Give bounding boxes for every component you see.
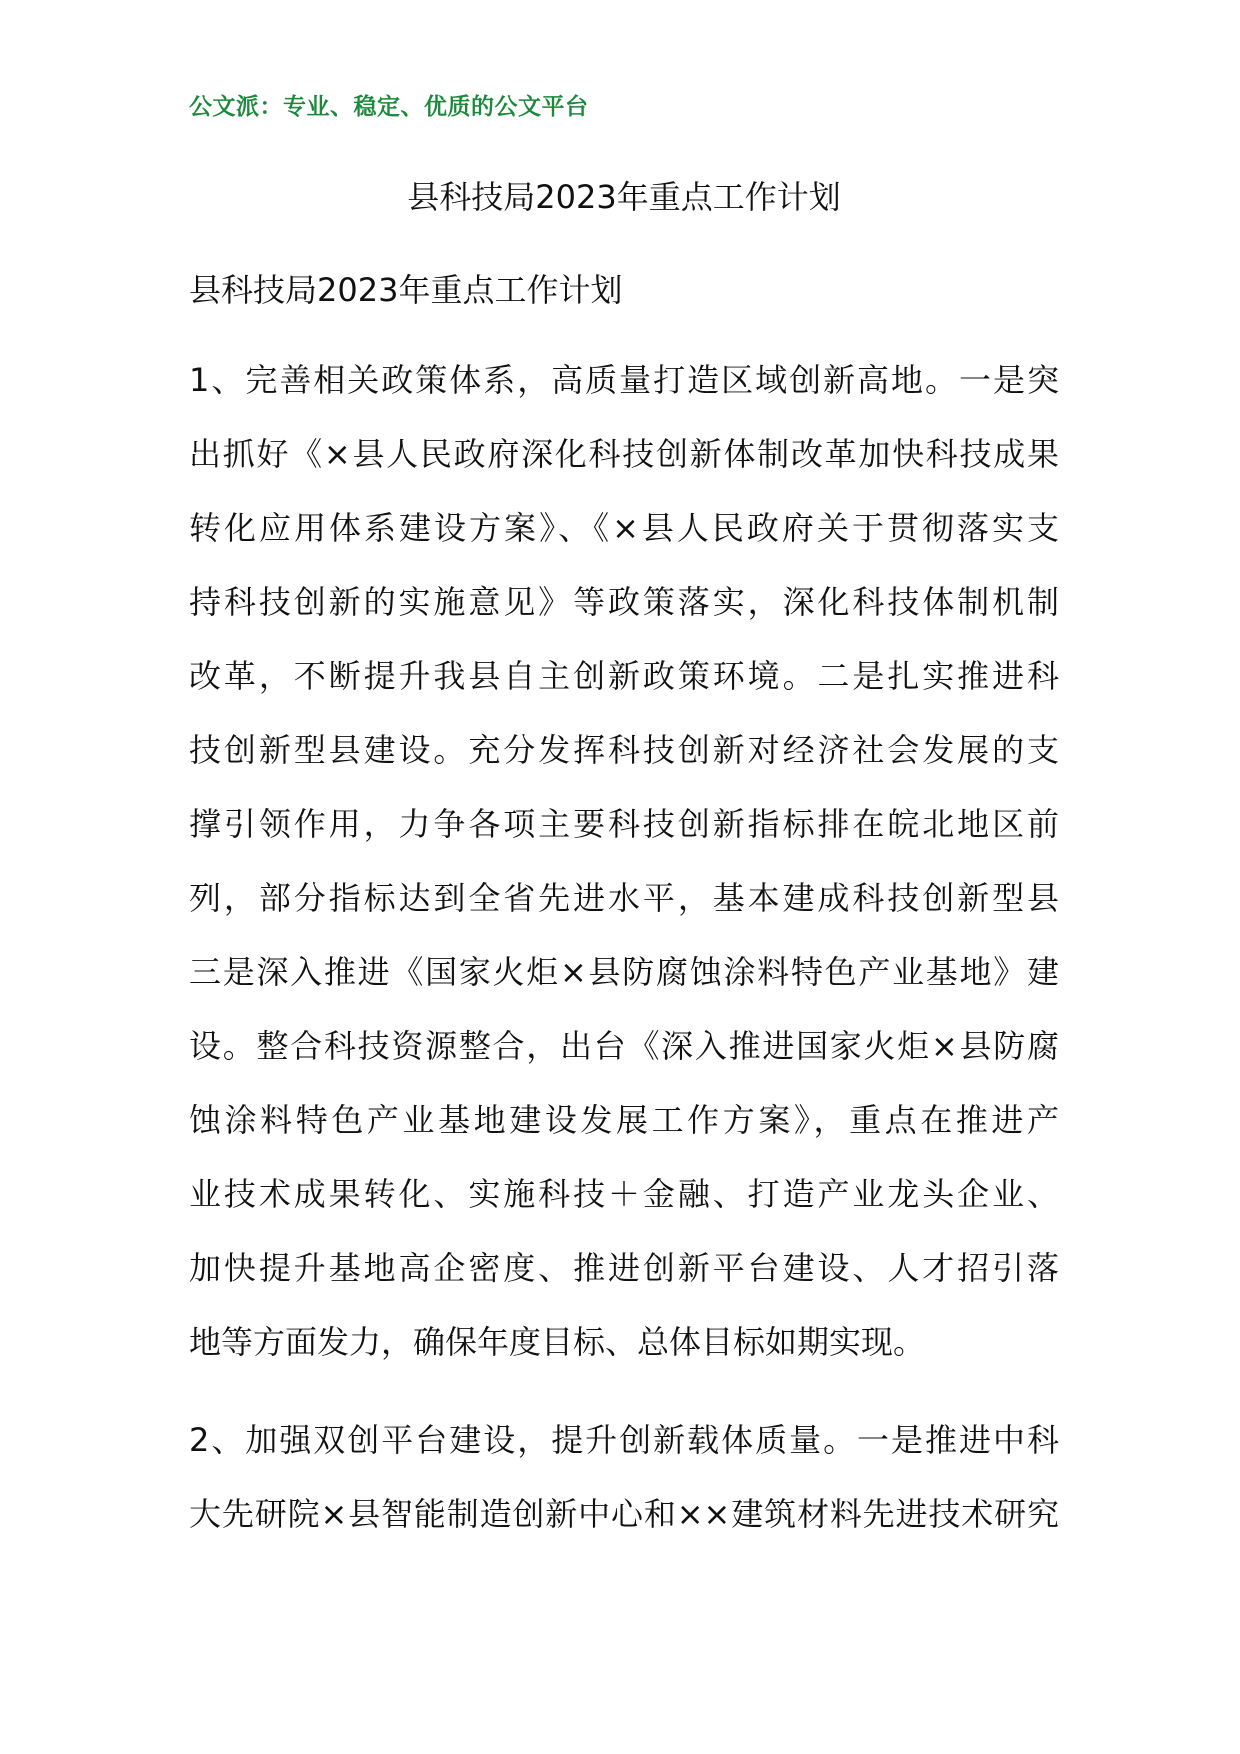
paragraph-line: 撑引领作用，力争各项主要科技创新指标排在皖北地区前 (189, 805, 1059, 843)
subtitle-line: 县科技局2023年重点工作计划 (189, 271, 623, 309)
paragraph-1 (189, 343, 1059, 1379)
paragraph-line: 列，部分指标达到全省先进水平，基本建成科技创新型县 (189, 879, 1059, 917)
paragraph-line: 设。整合科技资源整合，出台《深入推进国家火炬×县防腐 (189, 1027, 1059, 1065)
paragraph-line: 2、加强双创平台建设，提升创新载体质量。一是推进中科 (189, 1421, 1059, 1459)
paragraph-line: 技创新型县建设。充分发挥科技创新对经济社会发展的支 (189, 731, 1059, 769)
paragraph-line: 蚀涂料特色产业基地建设发展工作方案》，重点在推进产 (189, 1101, 1059, 1139)
document-subtitle (189, 253, 1059, 327)
paragraph-line: 大先研院×县智能制造创新中心和××建筑材料先进技术研究 (189, 1495, 1059, 1533)
brand-banner: 公文派：专业、稳定、优质的公文平台 (189, 93, 589, 120)
paragraph-line: 业技术成果转化、实施科技＋金融、打造产业龙头企业、 (189, 1175, 1059, 1213)
paragraph-line: 1、完善相关政策体系，高质量打造区域创新高地。一是突 (189, 361, 1059, 399)
paragraph-line: 转化应用体系建设方案》、《×县人民政府关于贯彻落实支 (189, 509, 1059, 547)
paragraph-line: 三是深入推进《国家火炬×县防腐蚀涂料特色产业基地》建 (189, 953, 1059, 991)
paragraph-2 (189, 1403, 1059, 1551)
paragraph-line: 持科技创新的实施意见》等政策落实，深化科技体制机制 (189, 583, 1059, 621)
paragraph-line: 出抓好《×县人民政府深化科技创新体制改革加快科技成果 (189, 435, 1059, 473)
paragraph-line: 地等方面发力，确保年度目标、总体目标如期实现。 (189, 1323, 926, 1361)
paragraph-line: 加快提升基地高企密度、推进创新平台建设、人才招引落 (189, 1249, 1059, 1287)
paragraph-line: 改革，不断提升我县自主创新政策环境。二是扎实推进科 (189, 657, 1059, 695)
document-title: 县科技局2023年重点工作计划 (407, 178, 841, 216)
